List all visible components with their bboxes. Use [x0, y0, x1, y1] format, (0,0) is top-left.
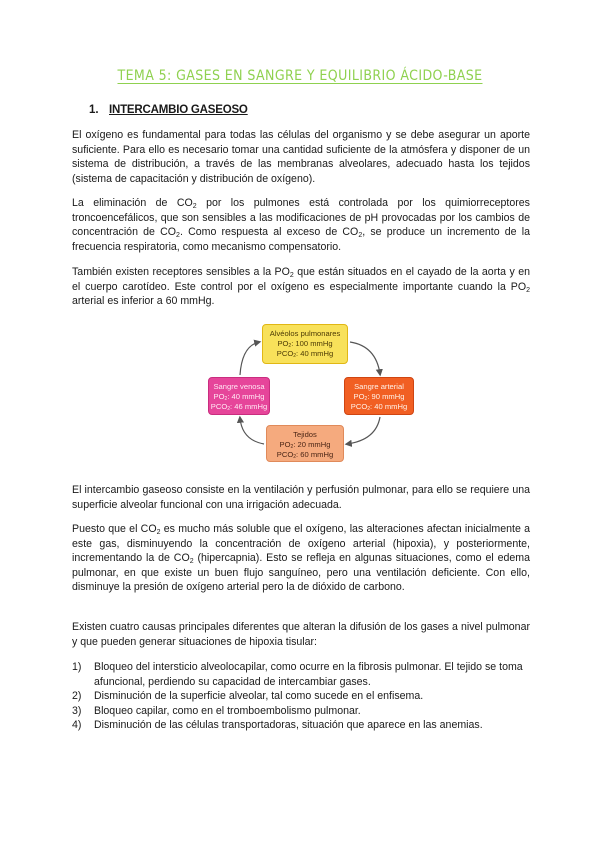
alveolos-box — [262, 324, 348, 364]
tejidos-box — [266, 425, 344, 462]
arrow-venosa-to-alveolos — [240, 342, 259, 375]
paragraph-four-causes: Existen cuatro causas principales diferentes que alteran la difusión de los gases a nivel pulmonar y que pueden generar situaciones de hipoxia tisular: — [72, 621, 530, 648]
venosa-box — [208, 377, 270, 415]
tejidos-pco2: $PCO_2$: 60 mmHg — [276, 450, 334, 460]
venosa-label: Sangre venosa — [213, 382, 265, 391]
tejidos-label: Tejidos — [293, 430, 317, 439]
arterial-po2: $PO_2$: 90 mmHg — [353, 392, 405, 402]
page-title: TEMA 5: GASES EN SANGRE Y EQUILIBRIO ÁCIDO-BASE — [117, 68, 483, 84]
arterial-box — [344, 377, 414, 415]
list-item: 4) Disminución de las células transportadoras, situación que aparece en las anemias. — [72, 719, 483, 732]
gas-exchange-cycle-diagram — [200, 320, 430, 470]
arterial-label: Sangre arterial — [354, 382, 404, 391]
list-item: 1) Bloqueo del intersticio alveolocapilar, como ocurre en la fibrosis pulmonar. El tejido se toma afuncional, perdiendo su capacidad de intercambiar gases. — [72, 661, 523, 688]
section-number: 1. — [89, 104, 99, 116]
list-item: 3) Bloqueo capilar, como en el tromboembolismo pulmonar. — [72, 704, 361, 717]
arrow-tejidos-to-venosa — [240, 418, 264, 444]
tejidos-po2: $PO_2$: 20 mmHg — [279, 440, 331, 450]
causes-list — [72, 660, 532, 733]
paragraph-gas-exchange: El intercambio gaseoso consiste en la ventilación y perfusión pulmonar, para ello se requiere una superficie alveolar funcional con una irrigación adecuada. — [72, 484, 530, 511]
alveolos-po2: $PO_2$: 100 mmHg — [277, 339, 333, 349]
list-item: 2) Disminución de la superficie alveolar, tal como sucede en el enfisema. — [72, 690, 424, 703]
arrow-alveolos-to-arterial — [350, 342, 380, 374]
paragraph-co2-elimination: La eliminación de $CO_2$ por los pulmones está controlada por los quimiorreceptores troncoencefálicos, que son sensibles a las modificaciones de pH provocadas por los cambios de concentración de $CO_2$. Como respuesta al exceso de $CO_2$, se produce un incremento de la frecuencia respiratoria, como mecanismo compensatorio. — [72, 197, 531, 253]
paragraph-oxygen-supply: El oxígeno es fundamental para todas las células del organismo y se debe asegurar un aporte suficiente. Para ello es necesario tomar una cantidad suficiente de la atmósfera y disponer de un sistema de distribución, a través de las membranas alveolares, adecuado hasta los tejidos (sistema de capacitación y distribución de oxígeno). — [72, 129, 530, 185]
paragraph-co2-solubility: Puesto que el $CO_2$ es mucho más soluble que el oxígeno, las alteraciones afectan inicialmente a este gas, disminuyendo la concentración de oxígeno arterial (hipoxia), y posteriormente, incrementando la de $CO_2$ (hipercapnia). Esto se refleja en algunas situaciones, como el edema pulmonar, en que existe un buen flujo sanguíneo, pero una ventilación deficiente. Con ello, disminuye la presión de oxígeno arterial pero la de dióxido de carbono. — [72, 523, 530, 594]
arterial-pco2: $PCO_2$: 40 mmHg — [350, 402, 408, 412]
alveolos-pco2: $PCO_2$: 40 mmHg — [276, 349, 334, 359]
venosa-pco2: $PCO_2$: 46 mmHg — [210, 402, 268, 412]
venosa-po2: $PO_2$: 40 mmHg — [213, 392, 265, 402]
section-heading — [89, 104, 248, 116]
paragraph-po2-receptors: También existen receptores sensibles a la $PO_2$ que están situados en el cayado de la aorta y en el cuerpo carotídeo. Este control por el oxígeno es especialmente importante cuando la $PO_2$ arterial es inferior a 60 mmHg. — [72, 266, 530, 308]
alveolos-label: Alvéolos pulmonares — [269, 329, 341, 338]
arrow-arterial-to-tejidos — [347, 417, 380, 444]
section-title: INTERCAMBIO GASEOSO — [109, 104, 248, 116]
